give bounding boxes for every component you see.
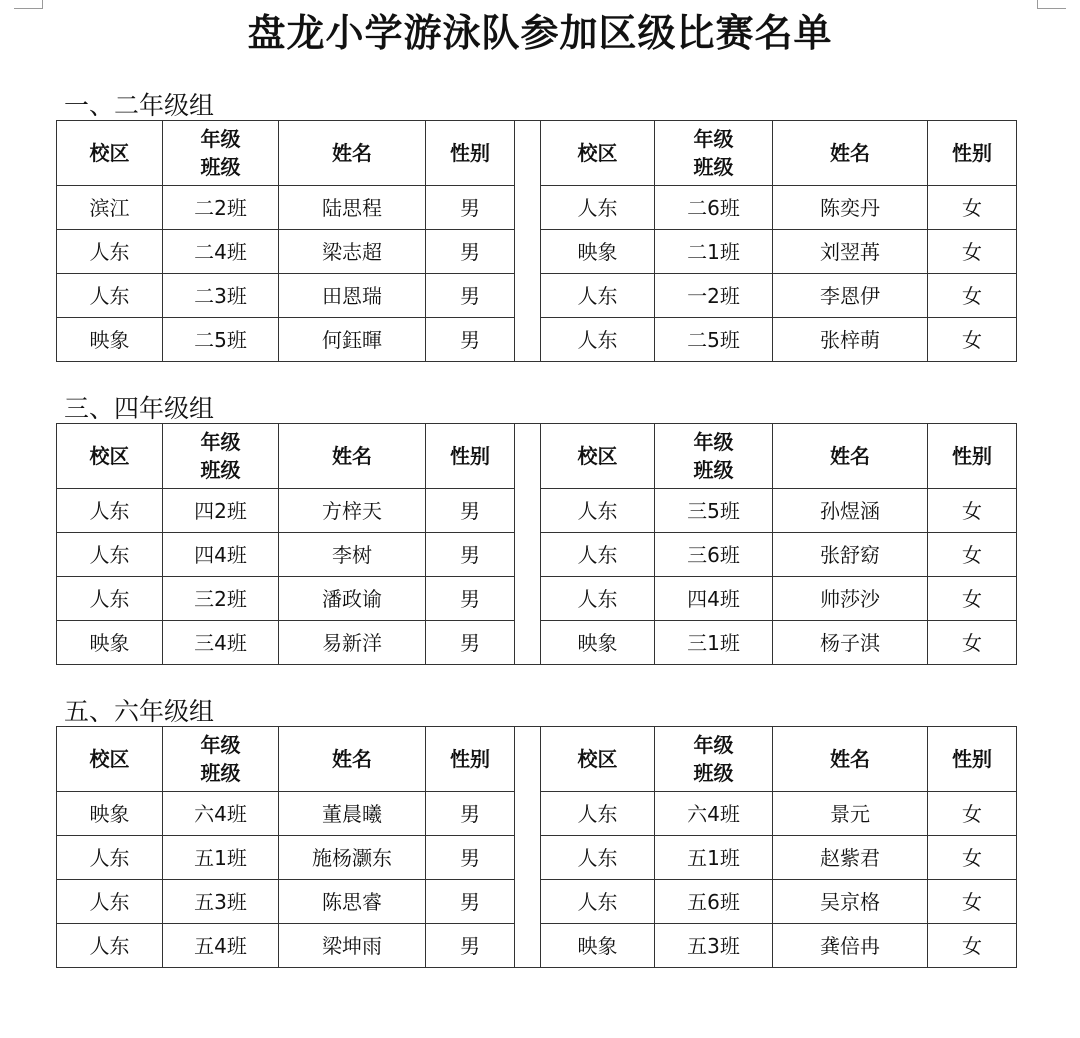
header-name: 姓名 (279, 727, 426, 792)
cell-grade-class: 四2班 (163, 489, 279, 533)
cell-grade-class: 三1班 (655, 621, 773, 665)
cell-gender: 女 (928, 533, 1017, 577)
table-row (57, 230, 1017, 274)
column-gap (515, 424, 541, 489)
cell-student-name: 梁志超 (279, 230, 426, 274)
column-gap (515, 727, 541, 792)
cell-grade-class: 二4班 (163, 230, 279, 274)
cell-grade-class: 四4班 (163, 533, 279, 577)
cell-student-name: 施杨灏东 (279, 836, 426, 880)
header-campus: 校区 (57, 424, 163, 489)
column-gap (515, 274, 541, 318)
cell-campus: 人东 (57, 533, 163, 577)
header-name: 姓名 (773, 121, 928, 186)
section-title: 一、二年级组 (64, 91, 215, 120)
cell-campus: 人东 (541, 836, 655, 880)
cell-gender: 男 (426, 924, 515, 968)
header-campus: 校区 (541, 424, 655, 489)
cell-gender: 女 (928, 880, 1017, 924)
header-grade-class (163, 727, 279, 792)
roster-table (56, 726, 1017, 968)
cell-gender: 女 (928, 924, 1017, 968)
cell-campus: 人东 (541, 186, 655, 230)
cell-gender: 女 (928, 792, 1017, 836)
cell-gender: 女 (928, 274, 1017, 318)
cell-campus: 人东 (57, 836, 163, 880)
cell-grade-class: 一2班 (655, 274, 773, 318)
header-campus: 校区 (57, 727, 163, 792)
column-gap (515, 489, 541, 533)
table-row (57, 318, 1017, 362)
header-class-line: 班级 (693, 155, 734, 179)
column-gap (515, 186, 541, 230)
cell-student-name: 李恩伊 (773, 274, 928, 318)
header-class-line: 班级 (693, 458, 734, 482)
cell-gender: 男 (426, 230, 515, 274)
cell-grade-class: 五3班 (655, 924, 773, 968)
cell-campus: 人东 (541, 533, 655, 577)
cell-campus: 人东 (57, 230, 163, 274)
cell-gender: 男 (426, 186, 515, 230)
header-grade-class (163, 121, 279, 186)
cell-gender: 男 (426, 577, 515, 621)
header-campus: 校区 (541, 727, 655, 792)
cell-gender: 女 (928, 186, 1017, 230)
cell-student-name: 何鈺暉 (279, 318, 426, 362)
cell-grade-class: 三6班 (655, 533, 773, 577)
cell-campus: 人东 (541, 792, 655, 836)
section-title: 五、六年级组 (64, 697, 215, 726)
header-campus: 校区 (57, 121, 163, 186)
cell-grade-class: 五1班 (163, 836, 279, 880)
table-row (57, 836, 1017, 880)
cell-campus: 人东 (541, 577, 655, 621)
cell-grade-class: 二3班 (163, 274, 279, 318)
cell-gender: 女 (928, 621, 1017, 665)
column-gap (515, 792, 541, 836)
table-header-row (57, 424, 1017, 489)
header-name: 姓名 (773, 424, 928, 489)
table-header-row (57, 727, 1017, 792)
cell-grade-class: 五1班 (655, 836, 773, 880)
cell-gender: 男 (426, 318, 515, 362)
cell-gender: 女 (928, 489, 1017, 533)
cell-campus: 人东 (541, 318, 655, 362)
roster-table (56, 120, 1017, 362)
cell-student-name: 赵紫君 (773, 836, 928, 880)
table-row (57, 274, 1017, 318)
cell-grade-class: 五6班 (655, 880, 773, 924)
cell-grade-class: 五3班 (163, 880, 279, 924)
header-gender: 性别 (928, 424, 1017, 489)
cell-campus: 映象 (541, 621, 655, 665)
cell-gender: 女 (928, 577, 1017, 621)
cell-grade-class: 四4班 (655, 577, 773, 621)
header-grade-line: 年级 (200, 733, 241, 757)
cell-campus: 映象 (541, 924, 655, 968)
cell-campus: 人东 (541, 274, 655, 318)
cell-student-name: 孙煜涵 (773, 489, 928, 533)
section-title: 三、四年级组 (64, 394, 215, 423)
table-row (57, 533, 1017, 577)
cell-gender: 男 (426, 880, 515, 924)
cell-campus: 人东 (541, 880, 655, 924)
header-grade-line: 年级 (200, 430, 241, 454)
header-grade-line: 年级 (200, 127, 241, 151)
roster-table (56, 423, 1017, 665)
header-grade-class (655, 727, 773, 792)
cell-student-name: 易新洋 (279, 621, 426, 665)
cell-student-name: 潘政谕 (279, 577, 426, 621)
header-grade-class (163, 424, 279, 489)
column-gap (515, 533, 541, 577)
cell-grade-class: 六4班 (163, 792, 279, 836)
cell-gender: 女 (928, 230, 1017, 274)
cell-gender: 男 (426, 621, 515, 665)
table-row (57, 621, 1017, 665)
cell-student-name: 李树 (279, 533, 426, 577)
column-gap (515, 880, 541, 924)
column-gap (515, 924, 541, 968)
header-grade-line: 年级 (693, 127, 734, 151)
column-gap (515, 577, 541, 621)
cell-gender: 男 (426, 533, 515, 577)
cell-campus: 映象 (57, 621, 163, 665)
cell-grade-class: 二6班 (655, 186, 773, 230)
cell-grade-class: 六4班 (655, 792, 773, 836)
header-name: 姓名 (773, 727, 928, 792)
cell-campus: 人东 (57, 489, 163, 533)
header-gender: 性别 (426, 727, 515, 792)
grade-group-section (56, 395, 1016, 665)
cell-campus: 映象 (541, 230, 655, 274)
cell-student-name: 龚倍冉 (773, 924, 928, 968)
cell-grade-class: 二5班 (655, 318, 773, 362)
table-row (57, 880, 1017, 924)
header-class-line: 班级 (200, 155, 241, 179)
cell-gender: 男 (426, 489, 515, 533)
header-class-line: 班级 (200, 761, 241, 785)
table-row (57, 186, 1017, 230)
cell-campus: 人东 (57, 577, 163, 621)
table-row (57, 489, 1017, 533)
header-grade-line: 年级 (693, 733, 734, 757)
table-row (57, 792, 1017, 836)
cell-student-name: 张梓萌 (773, 318, 928, 362)
cell-campus: 人东 (57, 924, 163, 968)
cell-campus: 人东 (57, 274, 163, 318)
header-gender: 性别 (426, 424, 515, 489)
cell-student-name: 吴京格 (773, 880, 928, 924)
cell-grade-class: 三2班 (163, 577, 279, 621)
cell-grade-class: 二1班 (655, 230, 773, 274)
cell-grade-class: 五4班 (163, 924, 279, 968)
cell-grade-class: 三4班 (163, 621, 279, 665)
cell-gender: 女 (928, 836, 1017, 880)
column-gap (515, 121, 541, 186)
cell-grade-class: 二5班 (163, 318, 279, 362)
cell-gender: 男 (426, 792, 515, 836)
cell-grade-class: 二2班 (163, 186, 279, 230)
cell-campus: 人东 (57, 880, 163, 924)
cell-campus: 映象 (57, 792, 163, 836)
cell-gender: 男 (426, 274, 515, 318)
table-row (57, 577, 1017, 621)
header-name: 姓名 (279, 424, 426, 489)
cell-student-name: 景元 (773, 792, 928, 836)
column-gap (515, 621, 541, 665)
cell-student-name: 杨子淇 (773, 621, 928, 665)
header-gender: 性别 (928, 121, 1017, 186)
column-gap (515, 836, 541, 880)
grade-group-section (56, 698, 1016, 968)
header-grade-class (655, 424, 773, 489)
header-class-line: 班级 (693, 761, 734, 785)
cell-student-name: 董晨曦 (279, 792, 426, 836)
cell-student-name: 梁坤雨 (279, 924, 426, 968)
header-campus: 校区 (541, 121, 655, 186)
cell-gender: 女 (928, 318, 1017, 362)
cell-campus: 人东 (541, 489, 655, 533)
cell-campus: 映象 (57, 318, 163, 362)
cell-campus: 滨江 (57, 186, 163, 230)
cell-gender: 男 (426, 836, 515, 880)
header-grade-line: 年级 (693, 430, 734, 454)
table-header-row (57, 121, 1017, 186)
cell-student-name: 田恩瑞 (279, 274, 426, 318)
cell-student-name: 陈思睿 (279, 880, 426, 924)
cell-student-name: 陆思程 (279, 186, 426, 230)
cell-student-name: 刘翌苒 (773, 230, 928, 274)
column-gap (515, 318, 541, 362)
cell-student-name: 张舒窈 (773, 533, 928, 577)
header-name: 姓名 (279, 121, 426, 186)
column-gap (515, 230, 541, 274)
table-row (57, 924, 1017, 968)
document-title: 盘龙小学游泳队参加区级比赛名单 (247, 11, 833, 55)
header-grade-class (655, 121, 773, 186)
header-class-line: 班级 (200, 458, 241, 482)
cell-student-name: 方梓天 (279, 489, 426, 533)
cell-student-name: 陈奕丹 (773, 186, 928, 230)
cell-grade-class: 三5班 (655, 489, 773, 533)
grade-group-section (56, 92, 1016, 362)
header-gender: 性别 (928, 727, 1017, 792)
header-gender: 性别 (426, 121, 515, 186)
cell-student-name: 帅莎沙 (773, 577, 928, 621)
